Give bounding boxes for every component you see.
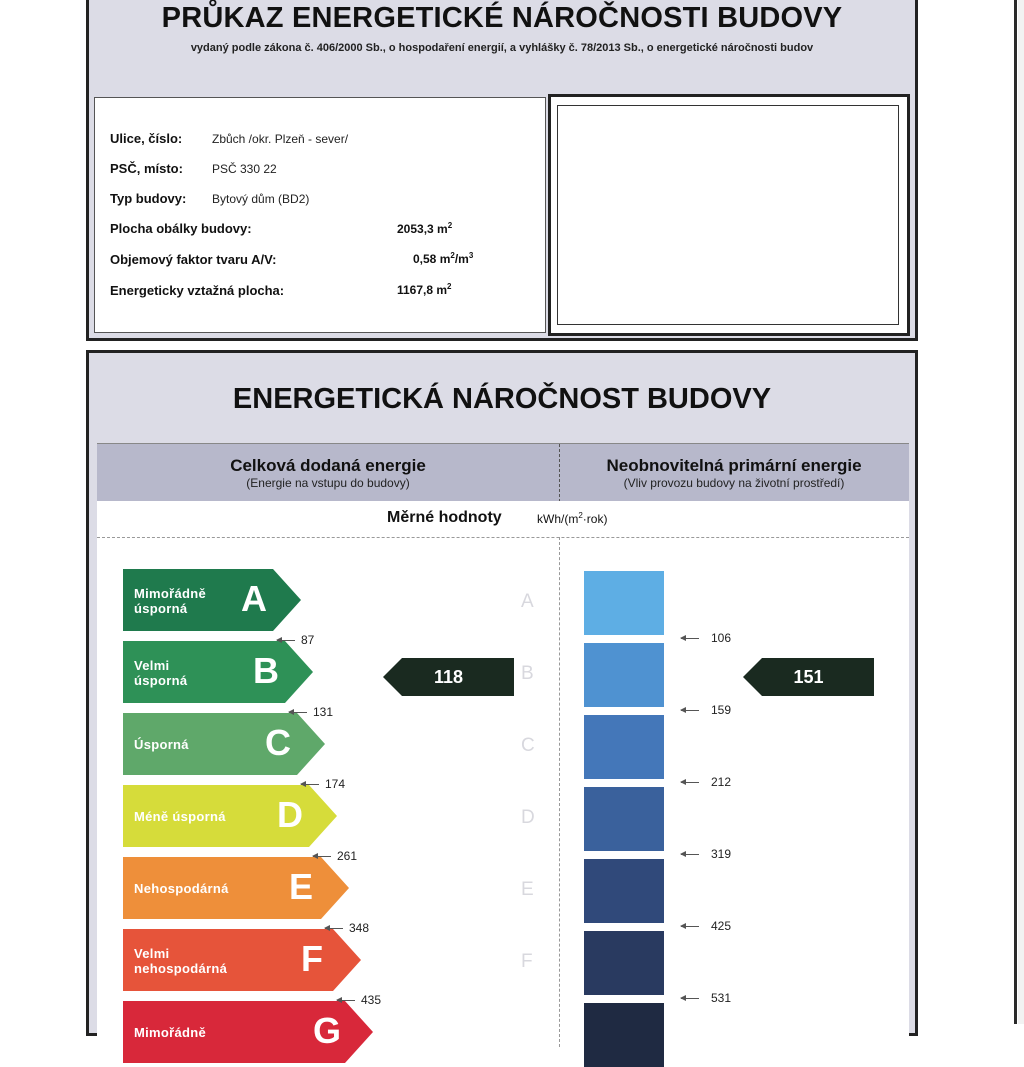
threshold-arrow: [681, 854, 699, 855]
threshold-arrow: [313, 856, 331, 857]
psc-value: PSČ 330 22: [212, 162, 277, 176]
building-photo-placeholder: [557, 105, 899, 325]
primary-energy-value: 151: [793, 667, 824, 687]
shape-factor-label: Objemový faktor tvaru A/V:: [110, 252, 277, 267]
threshold-arrow: [277, 640, 295, 641]
faint-class-letter: B: [521, 663, 534, 684]
delivered-energy-threshold: 174: [325, 777, 346, 791]
threshold-arrow: [301, 784, 319, 785]
certificate-title: PRŮKAZ ENERGETICKÉ NÁROČNOSTI BUDOVY: [161, 2, 843, 34]
delivered-energy-title: Celková dodaná energie: [230, 456, 426, 475]
faint-class-letter: A: [521, 591, 534, 612]
energy-class-name: [134, 809, 226, 824]
energy-class-name-line: Velmi: [134, 946, 170, 961]
threshold-arrow: [325, 928, 343, 929]
energy-class-name: [134, 658, 187, 688]
delivered-energy-threshold: 87: [301, 633, 315, 647]
delivered-energy-threshold: 435: [361, 993, 382, 1007]
faint-class-letter: F: [521, 951, 533, 972]
energy-class-letter: B: [253, 650, 279, 691]
shape-factor-value: 0,58 $m^2/m^3$: [413, 251, 474, 266]
primary-energy-bar: [584, 859, 664, 923]
energy-class-name: [134, 1025, 206, 1040]
primary-energy-threshold: 212: [711, 775, 732, 789]
scan-margin: [1018, 0, 1024, 1024]
energy-class-letter: A: [241, 578, 267, 619]
faint-class-letter: E: [521, 879, 534, 900]
energy-class-name-line: Velmi: [134, 658, 170, 673]
specific-values-row: [97, 501, 909, 537]
energy-class-name-line: Nehospodárná: [134, 881, 229, 896]
energy-class-a: [123, 569, 301, 631]
dashed-divider-vertical: [559, 537, 560, 1047]
street-label: Ulice, číslo:: [110, 131, 183, 146]
panel-title: ENERGETICKÁ NÁROČNOST BUDOVY: [232, 383, 772, 415]
dashed-divider-horizontal: [97, 537, 909, 538]
energy-class-name-line: Mimořádně: [134, 1025, 207, 1040]
energy-class-name: [134, 586, 206, 616]
delivered-energy-threshold: 261: [337, 849, 358, 863]
faint-class-letter: D: [521, 807, 535, 828]
energy-class-letter: F: [301, 938, 323, 979]
energy-class-letter: D: [277, 794, 303, 835]
energy-class-name: [134, 946, 227, 976]
primary-energy-threshold: 531: [711, 991, 732, 1005]
primary-energy-threshold: 425: [711, 919, 732, 933]
building-photo-frame: [548, 94, 910, 336]
energy-class-letter: E: [289, 866, 314, 907]
reference-area-value: 1167,8 $m^2$: [397, 282, 452, 297]
primary-energy-marker: [743, 658, 874, 696]
primary-energy-threshold: 159: [711, 703, 732, 717]
energy-class-name-line: úsporná: [134, 673, 188, 688]
energy-scale-area: [97, 501, 909, 1051]
building-details: [94, 97, 546, 333]
energy-class-letter: C: [265, 722, 291, 763]
energy-class-name-line: nehospodárná: [134, 961, 228, 976]
envelope-area-label: Plocha obálky budovy:: [110, 221, 252, 236]
energy-class-c: [123, 713, 325, 775]
threshold-arrow: [337, 1000, 355, 1001]
delivered-energy-threshold: 348: [349, 921, 370, 935]
energy-class-name: [134, 881, 229, 896]
energy-class-b: [123, 641, 313, 703]
primary-energy-threshold: 106: [711, 631, 732, 645]
threshold-arrow: [681, 710, 699, 711]
column-headers: [97, 443, 909, 502]
primary-energy-bar: [584, 931, 664, 995]
envelope-area-value: 2053,3 $m^2$: [397, 221, 453, 236]
delivered-energy-marker: [383, 658, 514, 696]
primary-energy-bar: [584, 787, 664, 851]
energy-class-e: [123, 857, 349, 919]
specific-values-unit: kWh/$(m^2\cdot rok)$: [537, 511, 608, 526]
delivered-energy-subtitle: (Energie na vstupu do budovy): [246, 476, 410, 490]
threshold-arrow: [289, 712, 307, 713]
primary-energy-subtitle: (Vliv provozu budovy na životní prostředí): [623, 476, 845, 490]
threshold-arrow: [681, 926, 699, 927]
energy-class-name-line: Úsporná: [134, 737, 189, 752]
faint-class-letter: C: [521, 735, 535, 756]
delivered-energy-value: 118: [433, 667, 464, 687]
scan-edge: [1014, 0, 1017, 1024]
energy-class-name-line: Mimořádně: [134, 586, 207, 601]
building-type-label: Typ budovy:: [110, 191, 187, 206]
primary-energy-bar: [584, 1003, 664, 1067]
certificate-subtitle: vydaný podle zákona č. 406/2000 Sb., o hospodaření energií, a vyhlášky č. 78/2013 Sb., o energetické náročnosti budov: [190, 42, 814, 54]
energy-class-f: [123, 929, 361, 991]
energy-class-g: [123, 1001, 373, 1063]
energy-class-d: [123, 785, 337, 847]
certificate-header: [86, 0, 918, 95]
building-type-value: Bytový dům (BD2): [212, 192, 310, 206]
primary-energy-threshold: 319: [711, 847, 732, 861]
primary-energy-title: Neobnovitelná primární energie: [606, 456, 862, 475]
energy-class-name: [134, 737, 189, 752]
psc-label: PSČ, místo:: [110, 161, 183, 176]
primary-energy-bar: [584, 643, 664, 707]
threshold-arrow: [681, 638, 699, 639]
reference-area-label: Energeticky vztažná plocha:: [110, 283, 285, 298]
energy-class-letter: G: [313, 1010, 342, 1051]
street-value: Zbůch /okr. Plzeň - sever/: [212, 132, 349, 146]
primary-energy-bar: [584, 715, 664, 779]
energy-class-name-line: Méně úsporná: [134, 809, 226, 824]
specific-values-label: Měrné hodnoty: [387, 509, 502, 526]
energy-class-name-line: úsporná: [134, 601, 188, 616]
delivered-energy-threshold: 131: [313, 705, 334, 719]
threshold-arrow: [681, 782, 699, 783]
energy-performance-panel: [86, 350, 918, 1051]
threshold-arrow: [681, 998, 699, 999]
building-info-box: [86, 92, 918, 341]
primary-energy-bar: [584, 571, 664, 635]
